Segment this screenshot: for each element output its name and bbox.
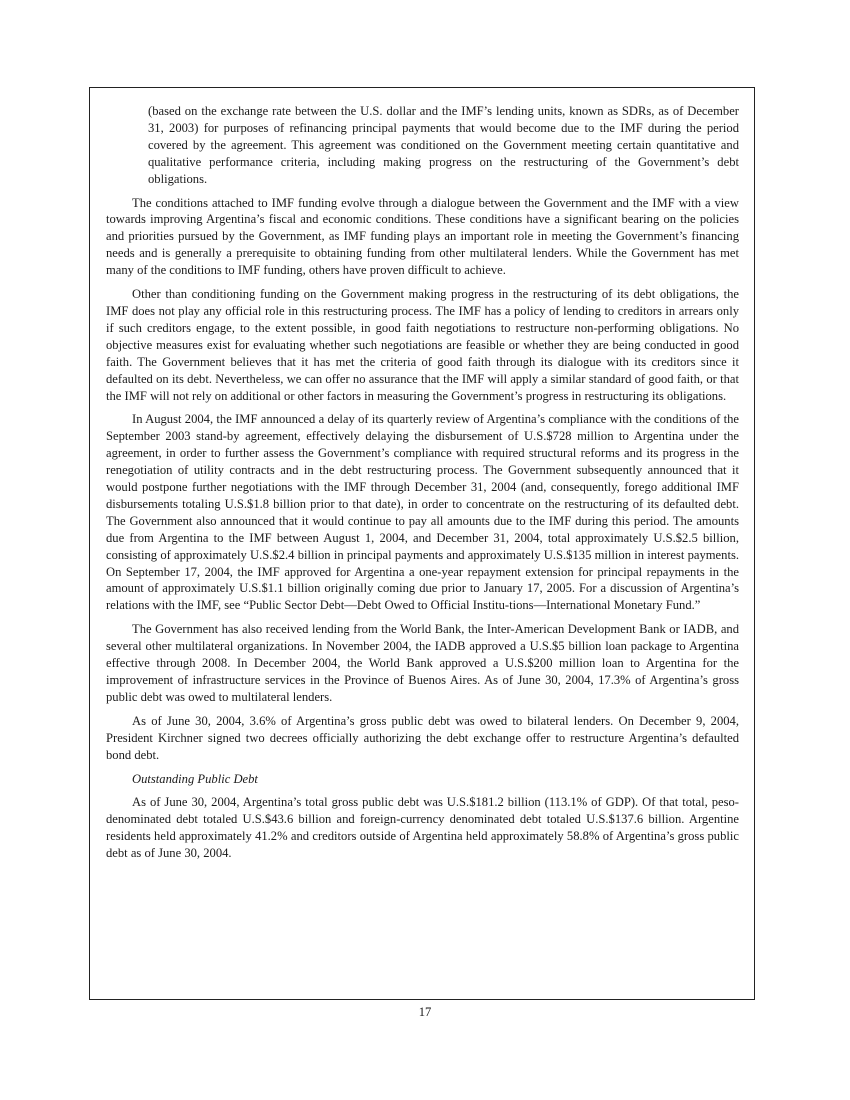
paragraph-imf-conditions: The conditions attached to IMF funding evolve through a dialogue between the Government and the IMF with a view towards improving Argentina’s fiscal and economic conditions. These conditions have a significant bearing on the policies and priorities pursued by the Government, as IMF funding plays an important role in meeting the Government’s financing needs and is generally a prerequisite to obtaining funding from other multilateral lenders. While the Government has met many of the conditions to IMF funding, others have proven difficult to achieve.	[106, 195, 739, 278]
paragraph-multilateral-lending: The Government has also received lending from the World Bank, the Inter-American Development Bank or IADB, and several other multilateral organizations. In November 2004, the IADB approved a U.S.$5 billion loan package to Argentina effective through 2008. In December 2004, the World Bank approved a U.S.$200 million loan to Argentina for the improvement of infrastructure services in the Province of Buenos Aires. As of June 30, 2004, 17.3% of Argentina’s gross public debt was owed to multilateral lenders.	[106, 622, 739, 704]
document-body	[106, 103, 739, 869]
page-number: 17	[418, 1005, 432, 1019]
paragraph-imf-agreement-continuation: (based on the exchange rate between the U.S. dollar and the IMF’s lending units, known as SDRs, as of December 31, 2003) for purposes of refinancing principal payments that would become due to the IMF during the period covered by the agreement. This agreement was conditioned on the Government meeting certain quantitative and qualitative performance criteria, including making progress on the restructuring of the Government’s debt obligations.	[148, 104, 739, 186]
paragraph-imf-role-restructuring: Other than conditioning funding on the Government making progress in the restructuring of its debt obligations, the IMF does not play any official role in this restructuring process. The IMF has a policy of lending to creditors in arrears only if such creditors engage, to the extent possible, in good faith negotiations to restructure non-performing obligations. No objective measures exist for evaluating whether such negotiations are feasible or whether they are being conducted in good faith. The Government believes that it has met the criteria of good faith through its dialogue with its creditors since it defaulted on its debt. Nevertheless, we can offer no assurance that the IMF will apply a similar standard of good faith, or that the IMF will not rely on additional or other factors in measuring the Government’s progress in restructuring its obligations.	[106, 287, 739, 403]
paragraph-total-public-debt: As of June 30, 2004, Argentina’s total gross public debt was U.S.$181.2 billion (113.1% of GDP). Of that total, peso-denominated debt totaled U.S.$43.6 billion and foreign-currency denominated debt totaled U.S.$137.6 billion. Argentine residents held approximately 41.2% and creditors outside of Argentina held approximately 58.8% of Argentina’s gross public debt as of June 30, 2004.	[106, 795, 739, 861]
paragraph-imf-review-delay: In August 2004, the IMF announced a delay of its quarterly review of Argentina’s compliance with the conditions of the September 2003 stand-by agreement, effectively delaying the disbursement of U.S.$728 million to Argentina under the agreement, in order to further assess the Government’s compliance with required structural reforms and its progress in the renegotiation of utility contracts and in the debt restructuring process. The Government subsequently announced that it would postpone further negotiations with the IMF through December 31, 2004 (and, consequently, forego additional IMF disbursements totaling U.S.$1.8 billion prior to that date), in order to concentrate on the restructuring of its defaulted debt. The Government also announced that it would continue to pay all amounts due to the IMF during this period. The amounts due from Argentina to the IMF between August 1, 2004, and December 31, 2004, total approximately U.S.$2.5 billion, consisting of approximately U.S.$2.4 billion in principal payments and approximately U.S.$135 million in interest payments. On September 17, 2004, the IMF approved for Argentina a one-year repayment extension for principal repayments in the amount of approximately U.S.$1.1 billion originally coming due prior to January 17, 2005. For a discussion of Argentina’s relations with the IMF, see “Public Sector Debt—Debt Owed to Official Institu-tions—International Monetary Fund.”	[106, 412, 739, 613]
paragraph-bilateral-lenders: As of June 30, 2004, 3.6% of Argentina’s gross public debt was owed to bilateral lenders. On December 9, 2004, President Kirchner signed two decrees officially authorizing the debt exchange offer to restructure Argentina’s defaulted bond debt.	[106, 713, 739, 762]
section-heading-outstanding-public-debt: Outstanding Public Debt	[132, 771, 258, 786]
